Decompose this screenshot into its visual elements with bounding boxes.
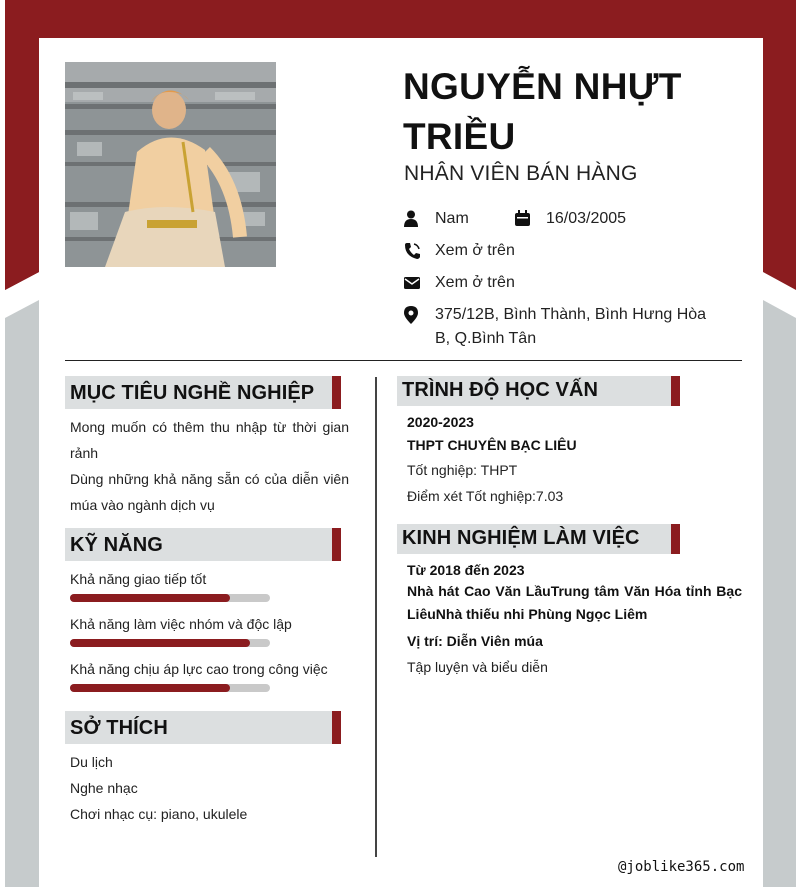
objective-line-2: Dùng những khả năng sẵn có của diễn viên múa vào ngành dịch vụ bbox=[70, 471, 349, 513]
hobby-item: Du lịch bbox=[70, 754, 113, 770]
education-degree: Tốt nghiệp: THPT bbox=[407, 462, 518, 478]
objective-heading: MỤC TIÊU NGHỀ NGHIỆP bbox=[65, 376, 341, 409]
education-score: Điểm xét Tốt nghiệp:7.03 bbox=[407, 488, 564, 504]
gender-row bbox=[404, 207, 469, 231]
objective-line-1: Mong muốn có thêm thu nhập từ thời gian rảnh bbox=[70, 419, 349, 461]
education-heading: TRÌNH ĐỘ HỌC VẤN bbox=[397, 376, 680, 406]
skills-heading: KỸ NĂNG bbox=[65, 528, 341, 561]
phone-value: Xem ở trên bbox=[435, 242, 515, 259]
education-period: 2020-2023 bbox=[407, 414, 474, 430]
header-divider bbox=[65, 360, 742, 361]
birthday-value: 16/03/2005 bbox=[546, 210, 627, 227]
footer-brand: @joblike365.com bbox=[618, 859, 745, 875]
mail-icon bbox=[404, 274, 420, 292]
skill-level-bar bbox=[70, 639, 270, 647]
education-school: THPT CHUYÊN BẠC LIÊU bbox=[407, 437, 577, 453]
skill-level-bar bbox=[70, 684, 270, 692]
address-value: 375/12B, Bình Thành, Bình Hưng Hòa B, Q.Bình Tân bbox=[435, 306, 707, 347]
skill-label: Khả năng chịu áp lực cao trong công việc bbox=[70, 661, 328, 677]
experience-company: Nhà hát Cao Văn LầuTrung tâm Văn Hóa tỉnh Bạc LiêuNhà thiếu nhi Phùng Ngọc Liêm bbox=[407, 583, 742, 622]
calendar-icon bbox=[515, 210, 531, 228]
hobby-item: Chơi nhạc cụ: piano, ukulele bbox=[70, 806, 248, 822]
email-row bbox=[404, 271, 515, 295]
address-row bbox=[404, 303, 724, 351]
gender-value: Nam bbox=[435, 210, 469, 227]
candidate-name: NGUYỄN NHỰT TRIỀU bbox=[403, 66, 682, 157]
location-pin-icon bbox=[404, 306, 420, 324]
column-divider bbox=[375, 377, 377, 857]
experience-period: Từ 2018 đến 2023 bbox=[407, 562, 525, 578]
birthday-row bbox=[515, 207, 626, 231]
experience-description: Tập luyện và biểu diễn bbox=[407, 659, 548, 675]
phone-row bbox=[404, 239, 515, 263]
hobbies-heading: SỞ THÍCH bbox=[65, 711, 341, 744]
email-value: Xem ở trên bbox=[435, 274, 515, 291]
job-title: NHÂN VIÊN BÁN HÀNG bbox=[404, 162, 638, 185]
hobby-item: Nghe nhạc bbox=[70, 780, 138, 796]
phone-icon bbox=[404, 242, 420, 260]
experience-heading: KINH NGHIỆM LÀM VIỆC bbox=[397, 524, 680, 554]
skill-level-bar bbox=[70, 594, 270, 602]
person-icon bbox=[404, 210, 420, 228]
experience-position: Vị trí: Diễn Viên múa bbox=[407, 633, 543, 649]
skill-label: Khả năng làm việc nhóm và độc lập bbox=[70, 616, 292, 632]
profile-photo bbox=[65, 62, 276, 267]
skill-label: Khả năng giao tiếp tốt bbox=[70, 571, 207, 587]
